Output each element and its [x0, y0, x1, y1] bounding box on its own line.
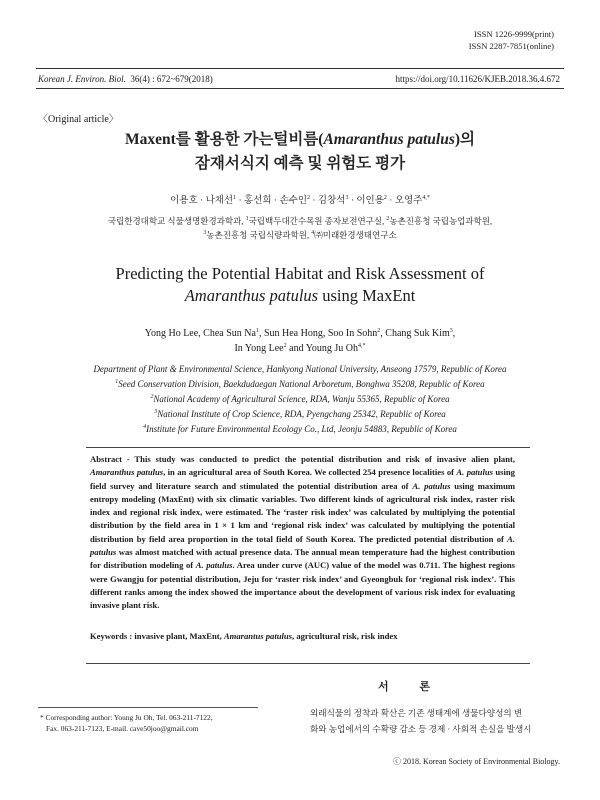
abstract-species: Amaranthus patulus [90, 467, 164, 478]
abstract-text: , in an agricultural area of South Korea. We collected 254 presence localities of [163, 467, 457, 478]
introduction-text [310, 705, 565, 737]
ko-affil-sup: 4 [311, 230, 315, 236]
en-author-text: , [452, 328, 456, 339]
keywords-species: Amarantus patulus [223, 631, 293, 641]
ko-author-sup: 4,* [422, 195, 430, 201]
ko-author-text: 이용호 · 나채선 [170, 196, 234, 206]
abstract-text: was almost matched with actual presence data. The annual mean temperature had the highest contribution for distribution modeling of [90, 547, 515, 571]
en-author-text: , Chang Suk Kim [380, 328, 450, 339]
en-affil-text: Seed Conservation Division, Baekdudaegan National Arboretum, Bonghwa 35208, Republic of Korea [118, 379, 485, 389]
en-affil-sup: 4 [143, 424, 147, 430]
ko-author-sup: 1 [233, 195, 237, 201]
ko-author-text: · 오영주 [386, 196, 423, 206]
en-affil-text: Department of Plant & Environmental Science, Hankyong National University, Anseong 17579, Republic of Korea [93, 364, 507, 374]
corresponding-author-footnote [40, 712, 213, 734]
english-title-species: Amaranthus patulus [184, 286, 319, 305]
en-author-text: Yong Ho Lee, Chea Sun Na [144, 328, 256, 339]
english-title-line2: using MaxEnt [318, 286, 416, 305]
issn-online: ISSN 2287-7851(online) [468, 41, 554, 51]
en-affil-line [20, 377, 580, 392]
en-affil-text: Institute for Future Environmental Ecology Co., Ltd, Jeonju 54883, Republic of Korea [146, 424, 457, 434]
ko-affil-sup: 2 [386, 216, 390, 222]
intro-line: 외래식물의 정착과 확산은 기존 생태계에 생물다양성의 변 [310, 708, 523, 718]
korean-title-line2: 잠재서식지 예측 및 위험도 평가 [194, 155, 406, 172]
doi-link[interactable]: https://doi.org/10.11626/KJEB.2018.36.4.672 [395, 74, 560, 84]
en-affil-line [20, 407, 580, 422]
article-type: 〈Original article〉 [38, 114, 119, 125]
en-author-sup: 2 [377, 328, 381, 334]
header-rule-top [36, 68, 564, 69]
en-author-text: and Young Ju Oh [286, 343, 359, 354]
en-author-sup: 3 [449, 328, 453, 334]
footnote-line: Fax. 063-211-7123, E-mail. cave50joo@gmail.com [46, 724, 199, 733]
ko-author-sup: 3 [345, 195, 349, 201]
journal-volume: 36(4) : 672~679(2018) [130, 74, 213, 84]
english-authors [0, 326, 600, 356]
en-author-sup: 2 [283, 343, 287, 349]
abstract-species: A. patulus [90, 533, 515, 558]
korean-title-part1: Maxent를 활용한 가는털비름( [125, 131, 324, 148]
abstract-label: Abstract [90, 454, 122, 464]
en-affil-sup: 2 [150, 394, 154, 400]
abstract-species: A. patulus [195, 560, 233, 571]
ko-author-text: · 이인용 [348, 196, 384, 206]
korean-title [0, 128, 600, 176]
en-affil-text: National Academy of Agricultural Science, RDA, Wanju 55365, Republic of Korea [153, 394, 450, 404]
en-affil-line [20, 362, 580, 377]
ko-affil-text: ㈜미래환경생태연구소 [314, 230, 397, 240]
keywords-text: invasive plant, MaxEnt, [134, 631, 224, 641]
keywords-label: Keywords : [90, 631, 135, 641]
header-rule-bottom [36, 88, 564, 89]
intro-line: 화와 농업에서의 수확량 감소 등 경제 · 사회적 손실을 발생시 [310, 724, 532, 734]
keywords-text: , agricultural risk, risk index [292, 631, 398, 641]
en-affil-sup: 3 [154, 409, 158, 415]
en-author-sup: 4,* [358, 343, 366, 349]
ko-author-sup: 2 [307, 195, 310, 201]
abstract [90, 453, 515, 613]
ko-affil-text: 국립한경대학교 식물생명환경과학과, [107, 216, 246, 226]
en-author-text: In Yong Lee [234, 343, 284, 354]
abstract-species: A. patulus [456, 467, 493, 478]
issn-block [469, 28, 554, 52]
issn-print: ISSN 1226-9999(print) [474, 29, 554, 39]
ko-affil-text: 농촌진흥청 국립식량과학원, [206, 230, 312, 240]
abstract-text: - This study was conducted to predict the potential distribution and risk of invasive alien plant, [121, 454, 515, 464]
abstract-text: . Area under curve (AUC) value of the model was 0.711. The highest regions were Gwangju for potential distribution, Jeju for ‘raster risk index’ and Gyeongbuk for ‘regional risk index’. This different ranks among the index showed the importance about the development of various risk index for evaluating invasive plant risk. [90, 560, 515, 611]
ko-affil-text: 국립백두대간수목원 종자보전연구실, [248, 216, 387, 226]
english-affiliations [20, 362, 580, 437]
ko-affil-sup: 1 [245, 216, 249, 222]
english-title [0, 263, 600, 307]
ko-affil-sup: 3 [203, 230, 207, 236]
ko-author-text: · 김창석 [310, 196, 346, 206]
abstract-text: using field survey and literature search and stimulated the potential distribution area of [90, 467, 515, 491]
abstract-species: A. patulus [412, 480, 451, 491]
english-title-line1: Predicting the Potential Habitat and Risk Assessment of [115, 264, 485, 283]
korean-affiliations [40, 214, 560, 242]
journal-citation [38, 74, 213, 84]
en-author-text: , Sun Hea Hong, Soo In Sohn [258, 328, 378, 339]
ko-author-text: · 홍선희 · 손수인 [236, 196, 307, 206]
ko-author-sup: 2 [383, 195, 387, 201]
copyright: ⓒ 2018. Korean Society of Environmental Biology. [392, 757, 560, 766]
ko-affil-text: 농촌진흥청 국립농업과학원, [389, 216, 493, 226]
korean-title-part2: )의 [454, 131, 475, 148]
abstract-text: using maximum entropy modeling (MaxEnt) with six climatic variables. Two different kinds of agricultural risk index, raster risk index and regional risk index, were estimated. The ‘raster risk index’ was calculated by multiplying the potential distribution by the field area in 1 × 1 km and ‘regional risk index’ was calculated by multiplying the potential distribution by field area proportion in the total field of South Korea. The predicted potential distribution of [90, 480, 516, 544]
footnote-line: * Corresponding author: Young Ju Oh, Tel. 063-211-7122, [40, 713, 213, 722]
en-affil-line [20, 422, 580, 437]
en-affil-sup: 1 [115, 379, 119, 385]
en-author-sup: 1 [255, 328, 259, 334]
en-affil-line [20, 392, 580, 407]
en-affil-text: National Institute of Crop Science, RDA, Pyengchang 25342, Republic of Korea [157, 409, 446, 419]
journal-name: Korean J. Environ. Biol. [38, 74, 126, 84]
section-heading: 서 론 [378, 681, 445, 693]
keywords [90, 631, 515, 641]
footnote-rule [38, 707, 258, 708]
korean-authors [0, 192, 600, 206]
korean-title-species: Amaranthus patulus [323, 131, 455, 148]
